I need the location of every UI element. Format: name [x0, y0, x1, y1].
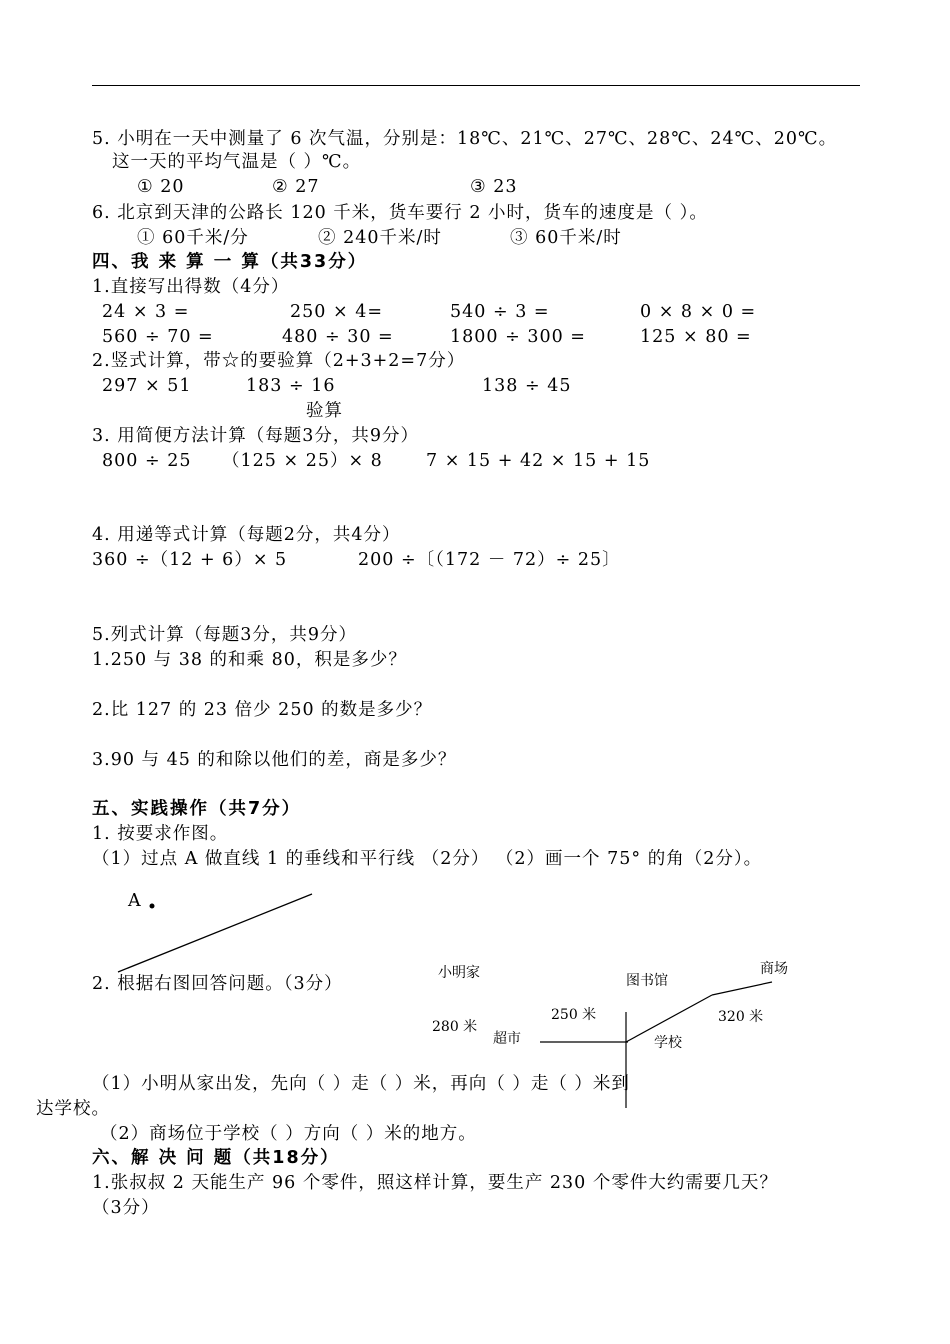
s4-p3-item3: 7 × 15 + 42 × 15 + 15	[426, 451, 651, 471]
map-label-school: 学校	[654, 1035, 682, 1051]
s4-p1-r2-c3: 1800 ÷ 300 =	[450, 327, 586, 347]
q5-line2: 这一天的平均气温是（ ）℃。	[112, 152, 362, 172]
map-road-school-mall-2	[712, 982, 772, 995]
s4-p1-r1-c1: 24 × 3 =	[102, 302, 190, 322]
map-label-library: 图书馆	[626, 973, 668, 989]
s4-p2-item1: 297 × 51	[102, 376, 192, 396]
section-5-title: 五、实践操作（共7分）	[92, 799, 302, 819]
s4-p5-item3: 3.90 与 45 的和除以他们的差，商是多少？	[92, 750, 457, 770]
s5-q1-line1: （1）小明从家出发，先向（ ）走（ ）米，再向（ ）走（ ）米到	[92, 1074, 630, 1094]
point-a-label: A	[128, 891, 142, 911]
map-label-supermarket: 超市	[493, 1031, 521, 1047]
s4-p2-check-label: 验算	[306, 401, 343, 421]
s4-part2-title: 2.竖式计算，带☆的要验算（2+3+2=7分）	[92, 351, 466, 371]
map-label-mall: 商场	[760, 961, 788, 977]
s4-p2-item2: 183 ÷ 16	[246, 376, 336, 396]
s4-p3-item1: 800 ÷ 25	[102, 451, 192, 471]
s5-part1-text: （1）过点 A 做直线 1 的垂线和平行线 （2分） （2）画一个 75° 的角（2分）。	[92, 849, 763, 869]
s4-p1-r2-c2: 480 ÷ 30 =	[282, 327, 394, 347]
s4-p1-r2-c1: 560 ÷ 70 =	[102, 327, 214, 347]
s4-p2-item3: 138 ÷ 45	[482, 376, 572, 396]
s4-part5-title: 5.列式计算（每题3分，共9分）	[92, 625, 357, 645]
q6-option-2: ② 240千米/时	[318, 228, 442, 248]
section-6-title: 六、解 决 问 题（共18分）	[92, 1148, 340, 1168]
q5-line1: 5. 小明在一天中测量了 6 次气温，分别是：18℃、21℃、27℃、28℃、24℃、20℃。	[92, 129, 838, 149]
s4-p1-r1-c2: 250 × 4=	[290, 302, 383, 322]
s4-p1-r1-c3: 540 ÷ 3 =	[450, 302, 550, 322]
map-label-home: 小明家	[438, 965, 480, 981]
s4-p4-item2: 200 ÷〔（172 － 72）÷ 25〕	[358, 550, 621, 570]
map-label-320m: 320 米	[718, 1009, 764, 1025]
s4-p5-item1: 1.250 与 38 的和乘 80，积是多少？	[92, 650, 407, 670]
section-4-title: 四、我 来 算 一 算（共33分）	[92, 252, 368, 272]
q5-option-1: ① 20	[137, 177, 185, 197]
s6-part1-line2: （3分）	[92, 1198, 160, 1218]
map-label-280m: 280 米	[432, 1019, 478, 1035]
q5-option-3: ③ 23	[470, 177, 518, 197]
s4-p1-r1-c4: 0 × 8 × 0 =	[640, 302, 757, 322]
q6-option-3: ③ 60千米/时	[510, 228, 622, 248]
s5-part1-title: 1. 按要求作图。	[92, 824, 229, 844]
point-a-dot	[150, 904, 155, 909]
s4-part1-title: 1.直接写出得数（4分）	[92, 277, 290, 297]
s6-part1-line1: 1.张叔叔 2 天能生产 96 个零件，照这样计算，要生产 230 个零件大约需要几天？	[92, 1173, 778, 1193]
s5-part2-title: 2. 根据右图回答问题。（3分）	[92, 974, 343, 994]
q6-line1: 6. 北京到天津的公路长 120 千米，货车要行 2 小时，货车的速度是（ ）。	[92, 203, 708, 223]
s4-p4-item1: 360 ÷（12 + 6）× 5	[92, 550, 288, 570]
s5-q2: （2）商场位于学校（ ）方向（ ）米的地方。	[100, 1124, 477, 1144]
s4-p1-r2-c4: 125 × 80 =	[640, 327, 752, 347]
q5-option-2: ② 27	[272, 177, 320, 197]
s4-part3-title: 3. 用简便方法计算（每题3分，共9分）	[92, 426, 420, 446]
s4-p5-item2: 2.比 127 的 23 倍少 250 的数是多少？	[92, 700, 433, 720]
line-1	[118, 894, 312, 972]
s5-q1-line2: 达学校。	[36, 1099, 110, 1119]
s4-part4-title: 4. 用递等式计算（每题2分，共4分）	[92, 525, 401, 545]
s4-p3-item2: （125 × 25）× 8	[222, 451, 383, 471]
q6-option-1: ① 60千米/分	[137, 228, 249, 248]
map-label-250m: 250 米	[551, 1007, 597, 1023]
